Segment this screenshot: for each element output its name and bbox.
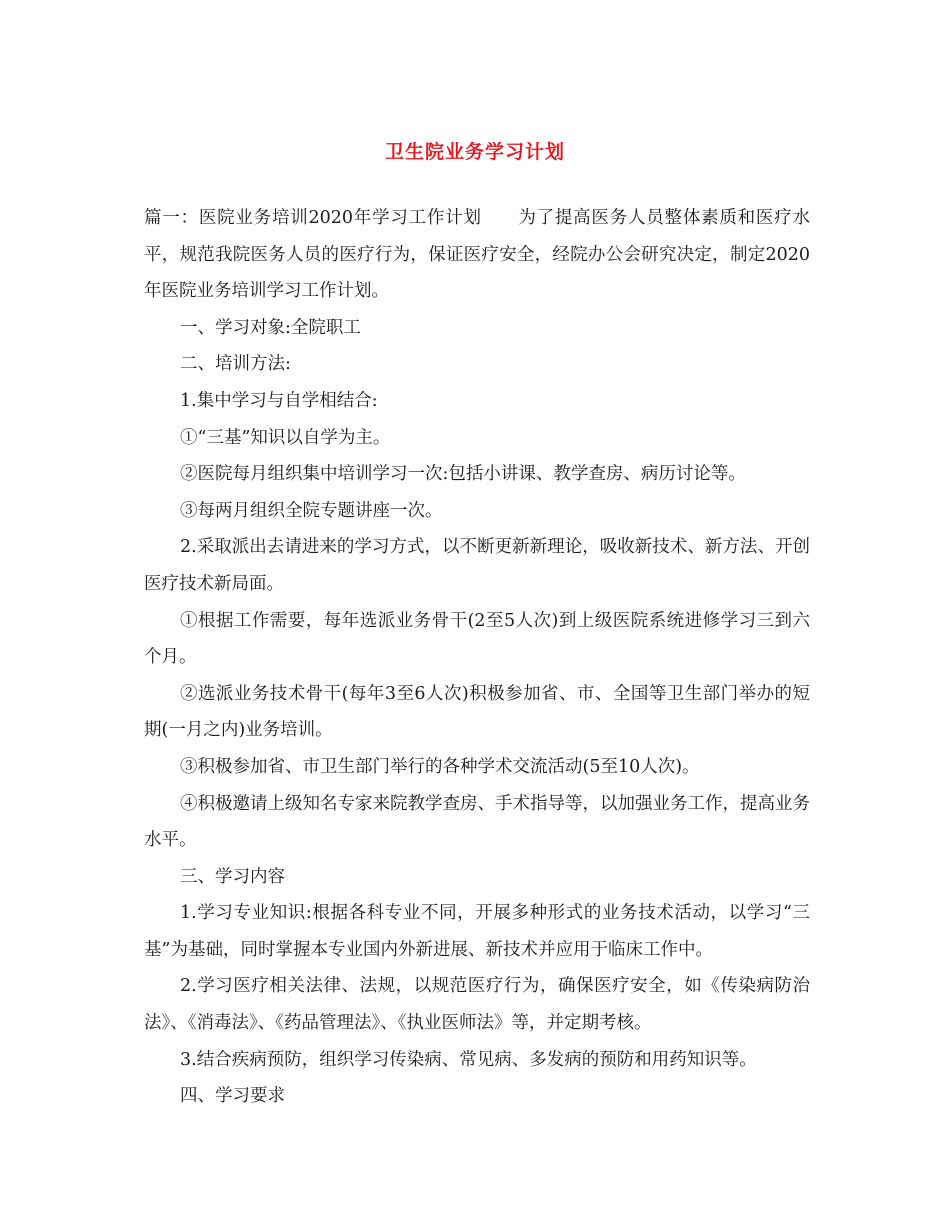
document-title: 卫生院业务学习计划 [384, 141, 565, 163]
list-item: ③积极参加省、市卫生部门举行的各种学术交流活动(5至10人次)。 [180, 756, 700, 777]
document-body [144, 200, 810, 1115]
list-item: ①“三基”知识以自学为主。 [180, 427, 391, 448]
section-heading-1: 一、学习对象:全院职工 [180, 317, 361, 338]
list-item: 3.结合疾病预防，组织学习传染病、常见病、多发病的预防和用药知识等。 [180, 1049, 757, 1070]
list-item: ②选派业务技术骨干(每年3至6人次)积极参加省、市、全国等卫生部门举办的短期(一月之内)业务培训。 [144, 683, 810, 741]
list-item: 2.学习医疗相关法律、法规，以规范医疗行为，确保医疗安全，如《传染病防治法》、《消毒法》、《药品管理法》、《执业医师法》等，并定期考核。 [144, 976, 810, 1034]
section-heading-3: 三、学习内容 [180, 866, 285, 887]
section-heading-2: 二、培训方法: [180, 354, 291, 375]
list-item: ③每两月组织全院专题讲座一次。 [180, 500, 443, 521]
list-item: 1.学习专业知识:根据各科专业不同，开展多种形式的业务技术活动，以学习“三基”为基础，同时掌握本专业国内外新进展、新技术并应用于临床工作中。 [144, 903, 810, 960]
list-item: ①根据工作需要，每年选派业务骨干(2至5人次)到上级医院系统进修学习三到六个月。 [144, 610, 810, 668]
intro-paragraph: 篇一：医院业务培训2020年学习工作计划 为了提高医务人员整体素质和医疗水平，规范我院医务人员的医疗行为，保证医疗安全，经院办公会研究决定，制定2020年医院业务培训学习工作计划。 [144, 208, 810, 302]
list-item: ②医院每月组织集中培训学习一次:包括小讲课、教学查房、病历讨论等。 [180, 464, 746, 485]
list-item: 2.采取派出去请进来的学习方式，以不断更新新理论，吸收新技术、新方法、开创医疗技术新局面。 [144, 537, 810, 594]
list-item: 1.集中学习与自学相结合: [180, 390, 378, 411]
list-item: ④积极邀请上级知名专家来院教学查房、手术指导等，以加强业务工作，提高业务水平。 [144, 793, 810, 851]
section-heading-4: 四、学习要求 [180, 1086, 285, 1107]
